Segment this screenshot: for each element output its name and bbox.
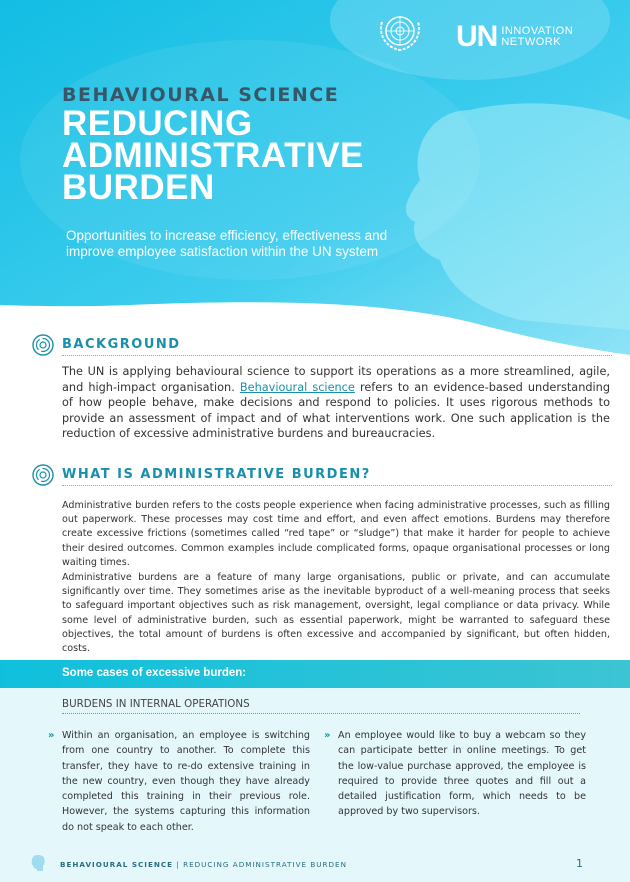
- cases-section: [0, 688, 630, 842]
- text: refers to an evidence-based understanding of how people behave, make decisions and respond to policies. It uses rigorous methods to provide an assessment of impact and of what interventions work. One such application is the reduction of excessive administrative burdens and bureaucracies.: [62, 380, 611, 441]
- maze-icon: [32, 334, 54, 356]
- case-text: Within an organisation, an employee is switching from one country to another. To complete this transfer, they have to re-do extensive training in the new country, even though they have already completed this training in their previous role. However, the systems capturing this information do not speak to each other.: [62, 730, 310, 833]
- head-icon: [30, 854, 46, 872]
- page-title: [62, 104, 364, 207]
- case-text: An employee would like to buy a webcam so they can participate better in online meetings. To get the low-value purchase approved, the employee is required to provide three quotes and fill out a detailed justification form, which needs to be approved by two supervisors.: [338, 730, 586, 818]
- behavioural-science-link[interactable]: Behavioural science: [239, 380, 355, 394]
- logo-line: INNOVATION: [501, 25, 574, 37]
- admin-paragraph-1: Administrative burden refers to the costs people experience when facing administrative processes, such as filling out paperwork. These processes may cost time and effort, and even affect emotions. Burdens may therefore create excessive frictions (sometimes called “red tape” or “sludge”) that make it harder for people to achieve their desired outcomes. Common examples include complicated forms, opaque organisational processes or long waiting times.: [62, 500, 610, 568]
- cases-band: Some cases of excessive burden:: [0, 660, 630, 688]
- background-paragraph: [62, 364, 610, 442]
- admin-section-header: [32, 463, 612, 486]
- logo-un: UN: [456, 20, 498, 53]
- footer-sep: |: [173, 860, 184, 869]
- footer-title: [60, 860, 347, 869]
- case-item: [48, 728, 310, 835]
- case-item: [324, 728, 586, 820]
- admin-paragraph-2: Administrative burdens are a feature of many large organisations, public or private, and can accumulate significantly over time. They sometimes arise as the inevitable byproduct of a well-meaning process that seeks to safeguard important objectives such as risk management, oversight, legal compliance or data privacy. While some level of administrative burden, such as essential paperwork, might be warranted to safeguard these objectives, the total amount of burdens is often excessive and accompanied by significant, but often hidden, costs.: [62, 572, 610, 655]
- cases-subheading: BURDENS IN INTERNAL OPERATIONS: [62, 698, 580, 714]
- footer-left: BEHAVIOURAL SCIENCE: [60, 860, 174, 869]
- logo-line: NETWORK: [501, 36, 562, 48]
- kicker: BEHAVIOURAL SCIENCE: [62, 84, 340, 106]
- logo-text: [501, 26, 573, 48]
- footer: [0, 842, 630, 882]
- footer-right: REDUCING ADMINISTRATIVE BURDEN: [183, 860, 347, 869]
- page-number: 1: [576, 857, 583, 870]
- maze-icon: [32, 464, 54, 486]
- subtitle-line: improve employee satisfaction within the UN system: [66, 244, 379, 259]
- subtitle-line: Opportunities to increase efficiency, effectiveness and: [66, 228, 388, 243]
- text: The UN is applying behavioural science to support its operations as a more streamlined, agile, and high-impact organisation.: [62, 365, 610, 394]
- background-section-header: [32, 333, 612, 356]
- subtitle: [66, 228, 387, 260]
- section-heading: BACKGROUND: [62, 337, 612, 356]
- title-line: BURDEN: [62, 168, 215, 207]
- section-heading: WHAT IS ADMINISTRATIVE BURDEN?: [62, 467, 612, 486]
- chevron-right-icon: »: [324, 730, 331, 741]
- un-innovation-network-logo: [456, 20, 573, 54]
- title-line: REDUCING: [62, 104, 253, 143]
- title-line: ADMINISTRATIVE: [62, 136, 364, 175]
- chevron-right-icon: »: [48, 730, 55, 741]
- un-emblem-icon: [376, 12, 424, 54]
